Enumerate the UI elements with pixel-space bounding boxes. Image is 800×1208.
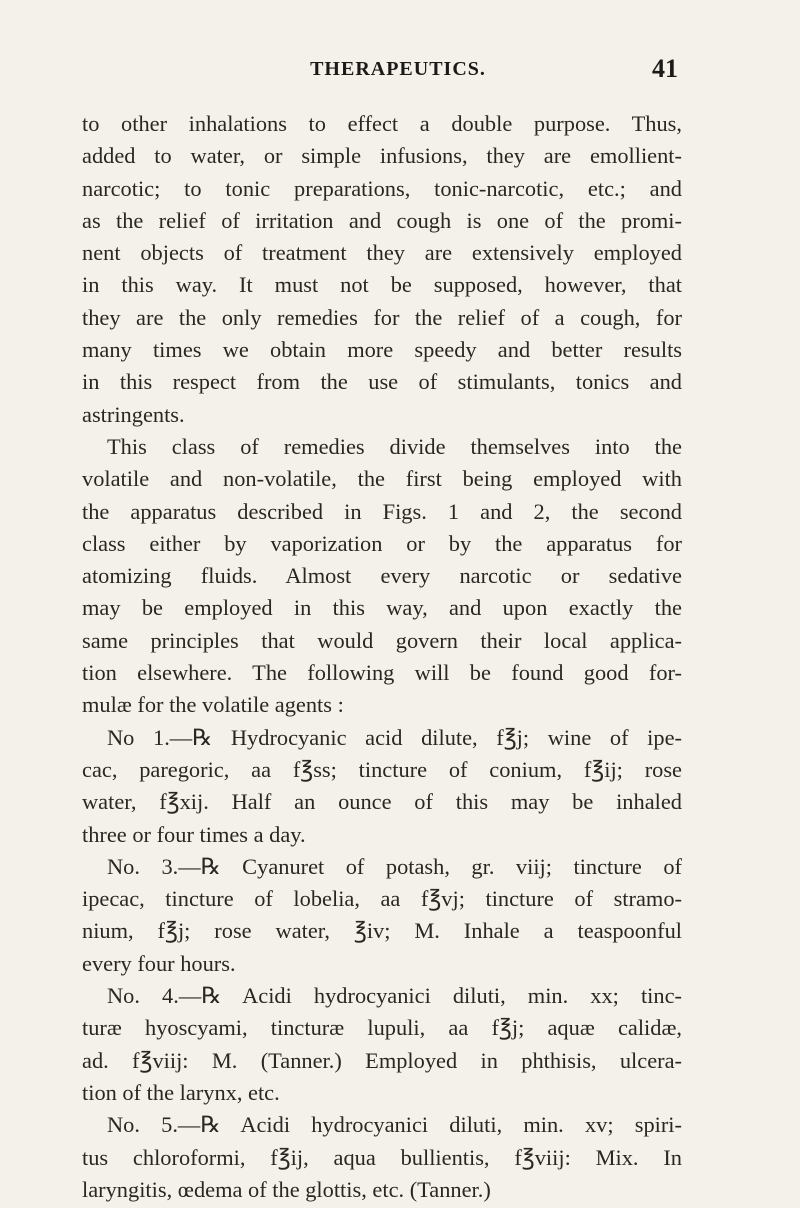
- text-line: No. 5.—℞ Acidi hydrocyanici diluti, min. xv; spiri-: [107, 1112, 682, 1138]
- text-line: three or four times a day.: [82, 821, 306, 847]
- text-line: No. 4.—℞ Acidi hydrocyanici diluti, min. xx; tinc-: [107, 983, 682, 1009]
- text-line: they are the only remedies for the relief of a cough, for: [82, 304, 682, 330]
- text-line: as the relief of irritation and cough is one of the promi-: [82, 207, 682, 233]
- text-line: every four hours.: [82, 950, 236, 976]
- text-line: same principles that would govern their local applica-: [82, 627, 682, 653]
- text-line: tion of the larynx, etc.: [82, 1079, 280, 1105]
- text-line: may be employed in this way, and upon exactly the: [82, 595, 682, 621]
- text-line: laryngitis, œdema of the glottis, etc. (Tanner.): [82, 1176, 491, 1202]
- text-line: atomizing fluids. Almost every narcotic or sedative: [82, 563, 682, 589]
- text-line: in this way. It must not be supposed, however, that: [82, 272, 682, 298]
- text-line: ad. f℥viij: M. (Tanner.) Employed in phthisis, ulcera-: [82, 1047, 682, 1073]
- body-text: [82, 108, 682, 1206]
- text-line: nent objects of treatment they are extensively employed: [82, 240, 682, 266]
- page-number: 41: [652, 54, 678, 83]
- text-line: No. 3.—℞ Cyanuret of potash, gr. viij; tincture of: [107, 853, 682, 879]
- running-head: [118, 54, 678, 88]
- text-line: turæ hyoscyami, tincturæ lupuli, aa f℥j; aquæ calidæ,: [82, 1015, 682, 1041]
- text-line: water, f℥xij. Half an ounce of this may be inhaled: [82, 789, 682, 815]
- text-line: nium, f℥j; rose water, ℥iv; M. Inhale a teaspoonful: [82, 918, 682, 944]
- text-line: to other inhalations to effect a double purpose. Thus,: [82, 111, 682, 136]
- text-line: tus chloroformi, f℥ij, aqua bullientis, f℥viij: Mix. In: [82, 1144, 682, 1170]
- text-line: astringents.: [82, 401, 185, 427]
- text-line: No 1.—℞ Hydrocyanic acid dilute, f℥j; wine of ipe-: [107, 724, 682, 750]
- text-line: This class of remedies divide themselves into the: [107, 433, 682, 459]
- text-line: the apparatus described in Figs. 1 and 2, the second: [82, 498, 682, 524]
- text-line: tion elsewhere. The following will be found good for-: [82, 660, 682, 686]
- text-line: narcotic; to tonic preparations, tonic-narcotic, etc.; and: [82, 175, 682, 201]
- text-line: volatile and non-volatile, the first being employed with: [82, 466, 682, 492]
- text-line: class either by vaporization or by the apparatus for: [82, 530, 682, 556]
- text-line: in this respect from the use of stimulants, tonics and: [82, 369, 682, 395]
- text-line: many times we obtain more speedy and better results: [82, 337, 682, 363]
- page-title: THERAPEUTICS.: [310, 58, 486, 80]
- text-line: cac, paregoric, aa f℥ss; tincture of conium, f℥ij; rose: [82, 756, 682, 782]
- text-line: mulæ for the volatile agents :: [82, 692, 344, 718]
- text-line: ipecac, tincture of lobelia, aa f℥vj; tincture of stramo-: [82, 886, 682, 912]
- text-line: added to water, or simple infusions, they are emollient-: [82, 143, 682, 169]
